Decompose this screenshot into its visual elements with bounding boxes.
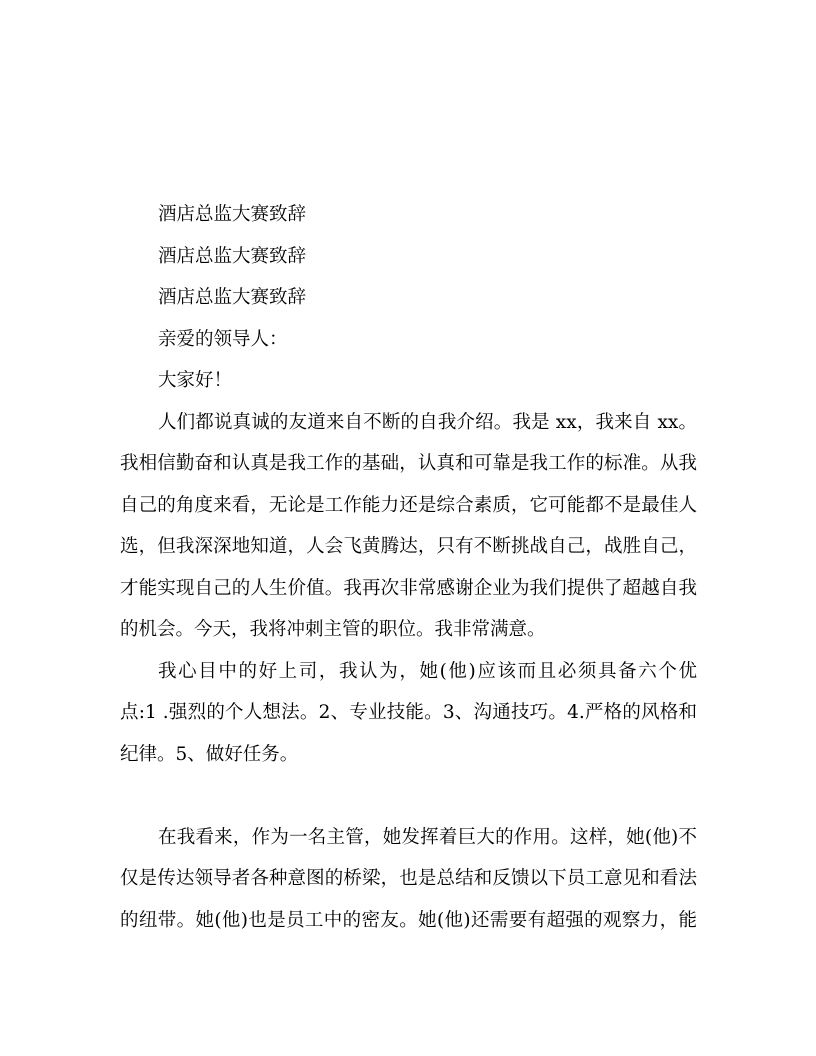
- document-body: [120, 194, 697, 941]
- paragraph-line: 我心目中的好上司，我认为，她(他)应该而且必须具备六个优: [158, 660, 697, 682]
- paragraph-line: 我相信勤奋和认真是我工作的基础，认真和可靠是我工作的标准。从我: [120, 453, 697, 474]
- document-title-line: 酒店总监大赛致辞: [158, 204, 307, 225]
- paragraph-3: [120, 817, 697, 942]
- paragraph-line: 才能实现自己的人生价值。我再次非常感谢企业为我们提供了超越自我: [120, 577, 697, 599]
- paragraph-line: 纪律。5、做好任务。: [120, 743, 299, 765]
- document-title-line: 酒店总监大赛致辞: [158, 287, 307, 308]
- paragraph-spacer: [120, 775, 697, 817]
- document-title-line: 酒店总监大赛致辞: [158, 245, 307, 267]
- paragraph-1: [120, 402, 697, 651]
- paragraph-line: 在我看来，作为一名主管，她发挥着巨大的作用。这样，她(他)不: [158, 826, 697, 848]
- paragraph-line: 点:1 .强烈的个人想法。2、专业技能。3、沟通技巧。4.严格的风格和: [120, 702, 697, 723]
- paragraph-2: [120, 651, 697, 776]
- salutation: 亲爱的领导人：: [158, 328, 288, 350]
- greeting: 大家好！: [158, 370, 233, 391]
- paragraph-line: 的纽带。她(他)也是员工中的密友。她(他)还需要有超强的观察力，能: [120, 909, 697, 931]
- paragraph-line: 选，但我深深地知道，人会飞黄腾达，只有不断挑战自己，战胜自己，: [120, 536, 697, 557]
- paragraph-line: 人们都说真诚的友道来自不断的自我介绍。我是 xx，我来自 xx。: [158, 411, 697, 433]
- paragraph-line: 的机会。今天，我将冲刺主管的职位。我非常满意。: [120, 619, 546, 640]
- paragraph-line: 仅是传达领导者各种意图的桥梁，也是总结和反馈以下员工意见和看法: [120, 868, 697, 889]
- paragraph-line: 自己的角度来看，无论是工作能力还是综合素质，它可能都不是最佳人: [120, 494, 697, 516]
